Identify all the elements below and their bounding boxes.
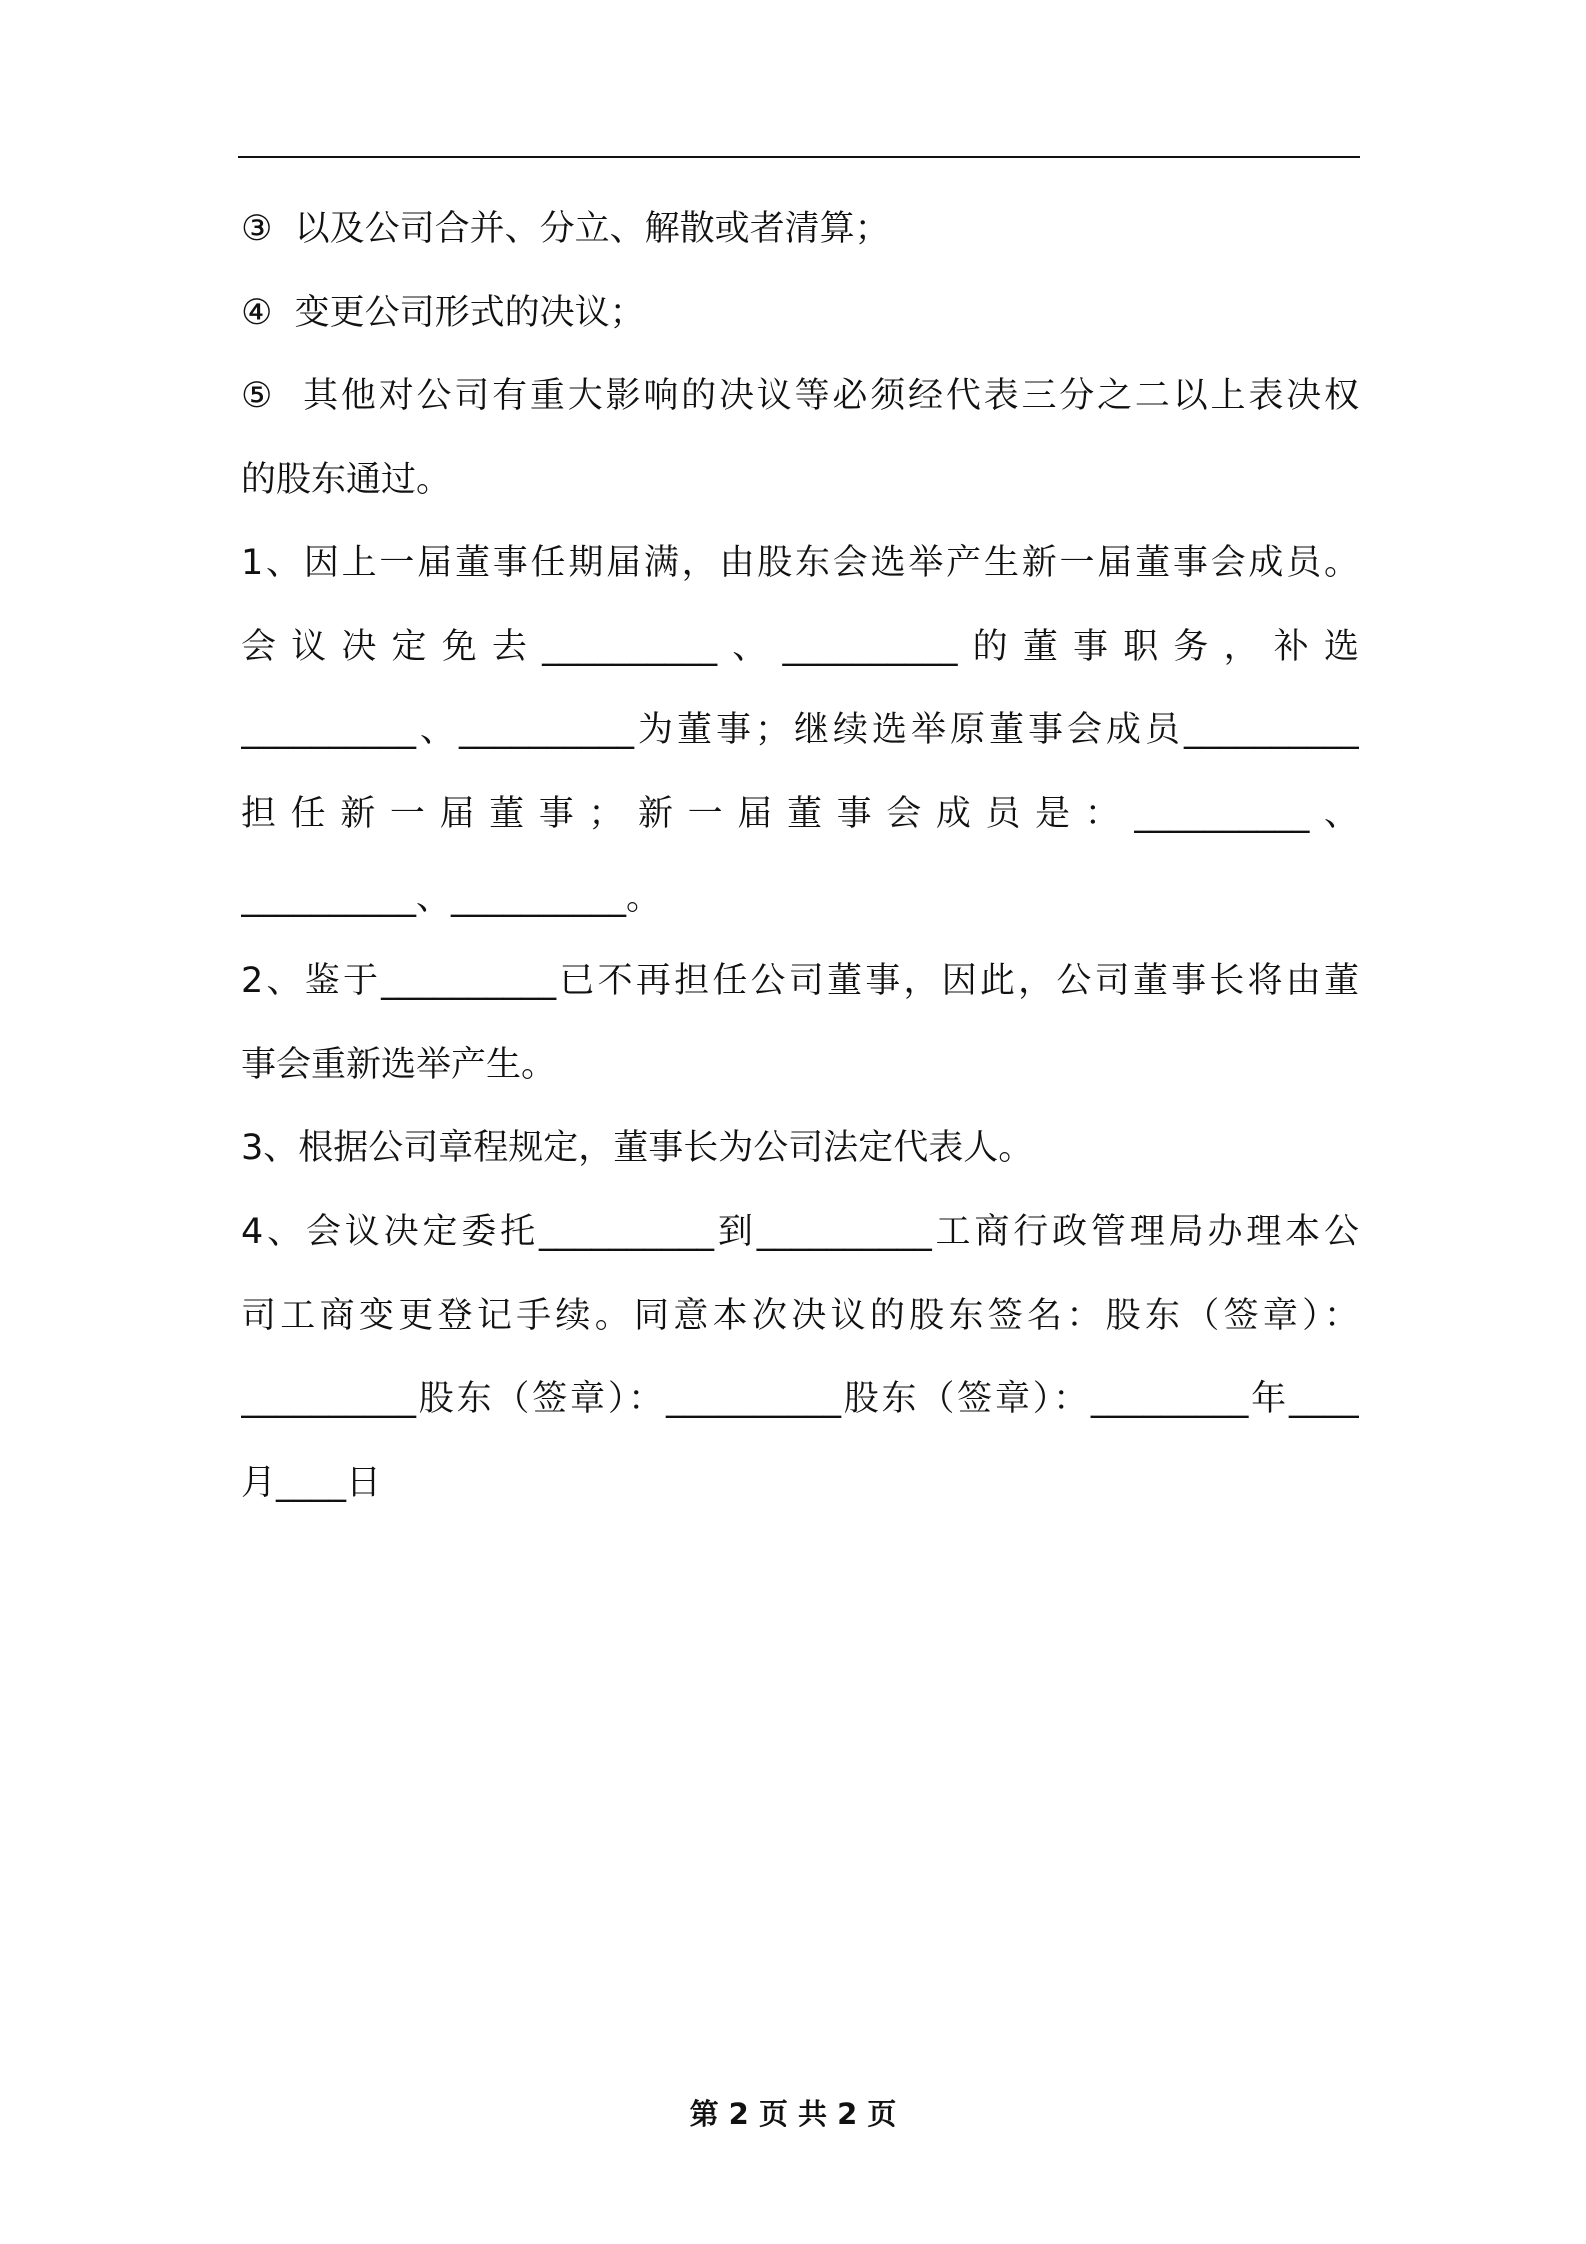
text-line-resolution-4-cont-1: 司工商变更登记手续。同意本次决议的股东签名：股东（签章）： [241, 1296, 1359, 1336]
text-line-resolution-1-cont-4: __________、__________。 [241, 878, 662, 918]
text-line-resolution-4: 4、会议决定委托__________到__________工商行政管理局办理本公 [241, 1212, 1359, 1252]
text-line-item-4: ④ 变更公司形式的决议； [241, 293, 645, 333]
text-line-resolution-3: 3、根据公司章程规定，董事长为公司法定代表人。 [241, 1128, 1034, 1168]
text-line-signatures: __________股东（签章）：__________股东（签章）：_________年____ [241, 1379, 1359, 1419]
text-line-resolution-1-cont-1: 会议决定免去__________、__________的董事职务，补选 [241, 627, 1359, 667]
text-line-resolution-2: 2、鉴于__________已不再担任公司董事，因此，公司董事长将由董 [241, 961, 1359, 1001]
text-line-resolution-2-cont: 事会重新选举产生。 [241, 1045, 557, 1085]
text-line-item-3: ③ 以及公司合并、分立、解散或者清算； [241, 209, 890, 249]
text-line-item-5: ⑤ 其他对公司有重大影响的决议等必须经代表三分之二以上表决权 [241, 376, 1359, 416]
text-line-date: 月____日 [241, 1463, 382, 1503]
page-number-footer: 第 2 页 共 2 页 [689, 2097, 897, 2131]
text-line-resolution-1-cont-2: __________、__________为董事；继续选举原董事会成员__________ [241, 710, 1359, 750]
text-line-resolution-1: 1、因上一届董事任期届满，由股东会选举产生新一届董事会成员。 [241, 543, 1359, 583]
header-divider [238, 156, 1360, 158]
text-line-resolution-1-cont-3: 担任新一届董事；新一届董事会成员是：__________、 [241, 794, 1359, 834]
text-line-item-5-cont: 的股东通过。 [241, 460, 452, 500]
